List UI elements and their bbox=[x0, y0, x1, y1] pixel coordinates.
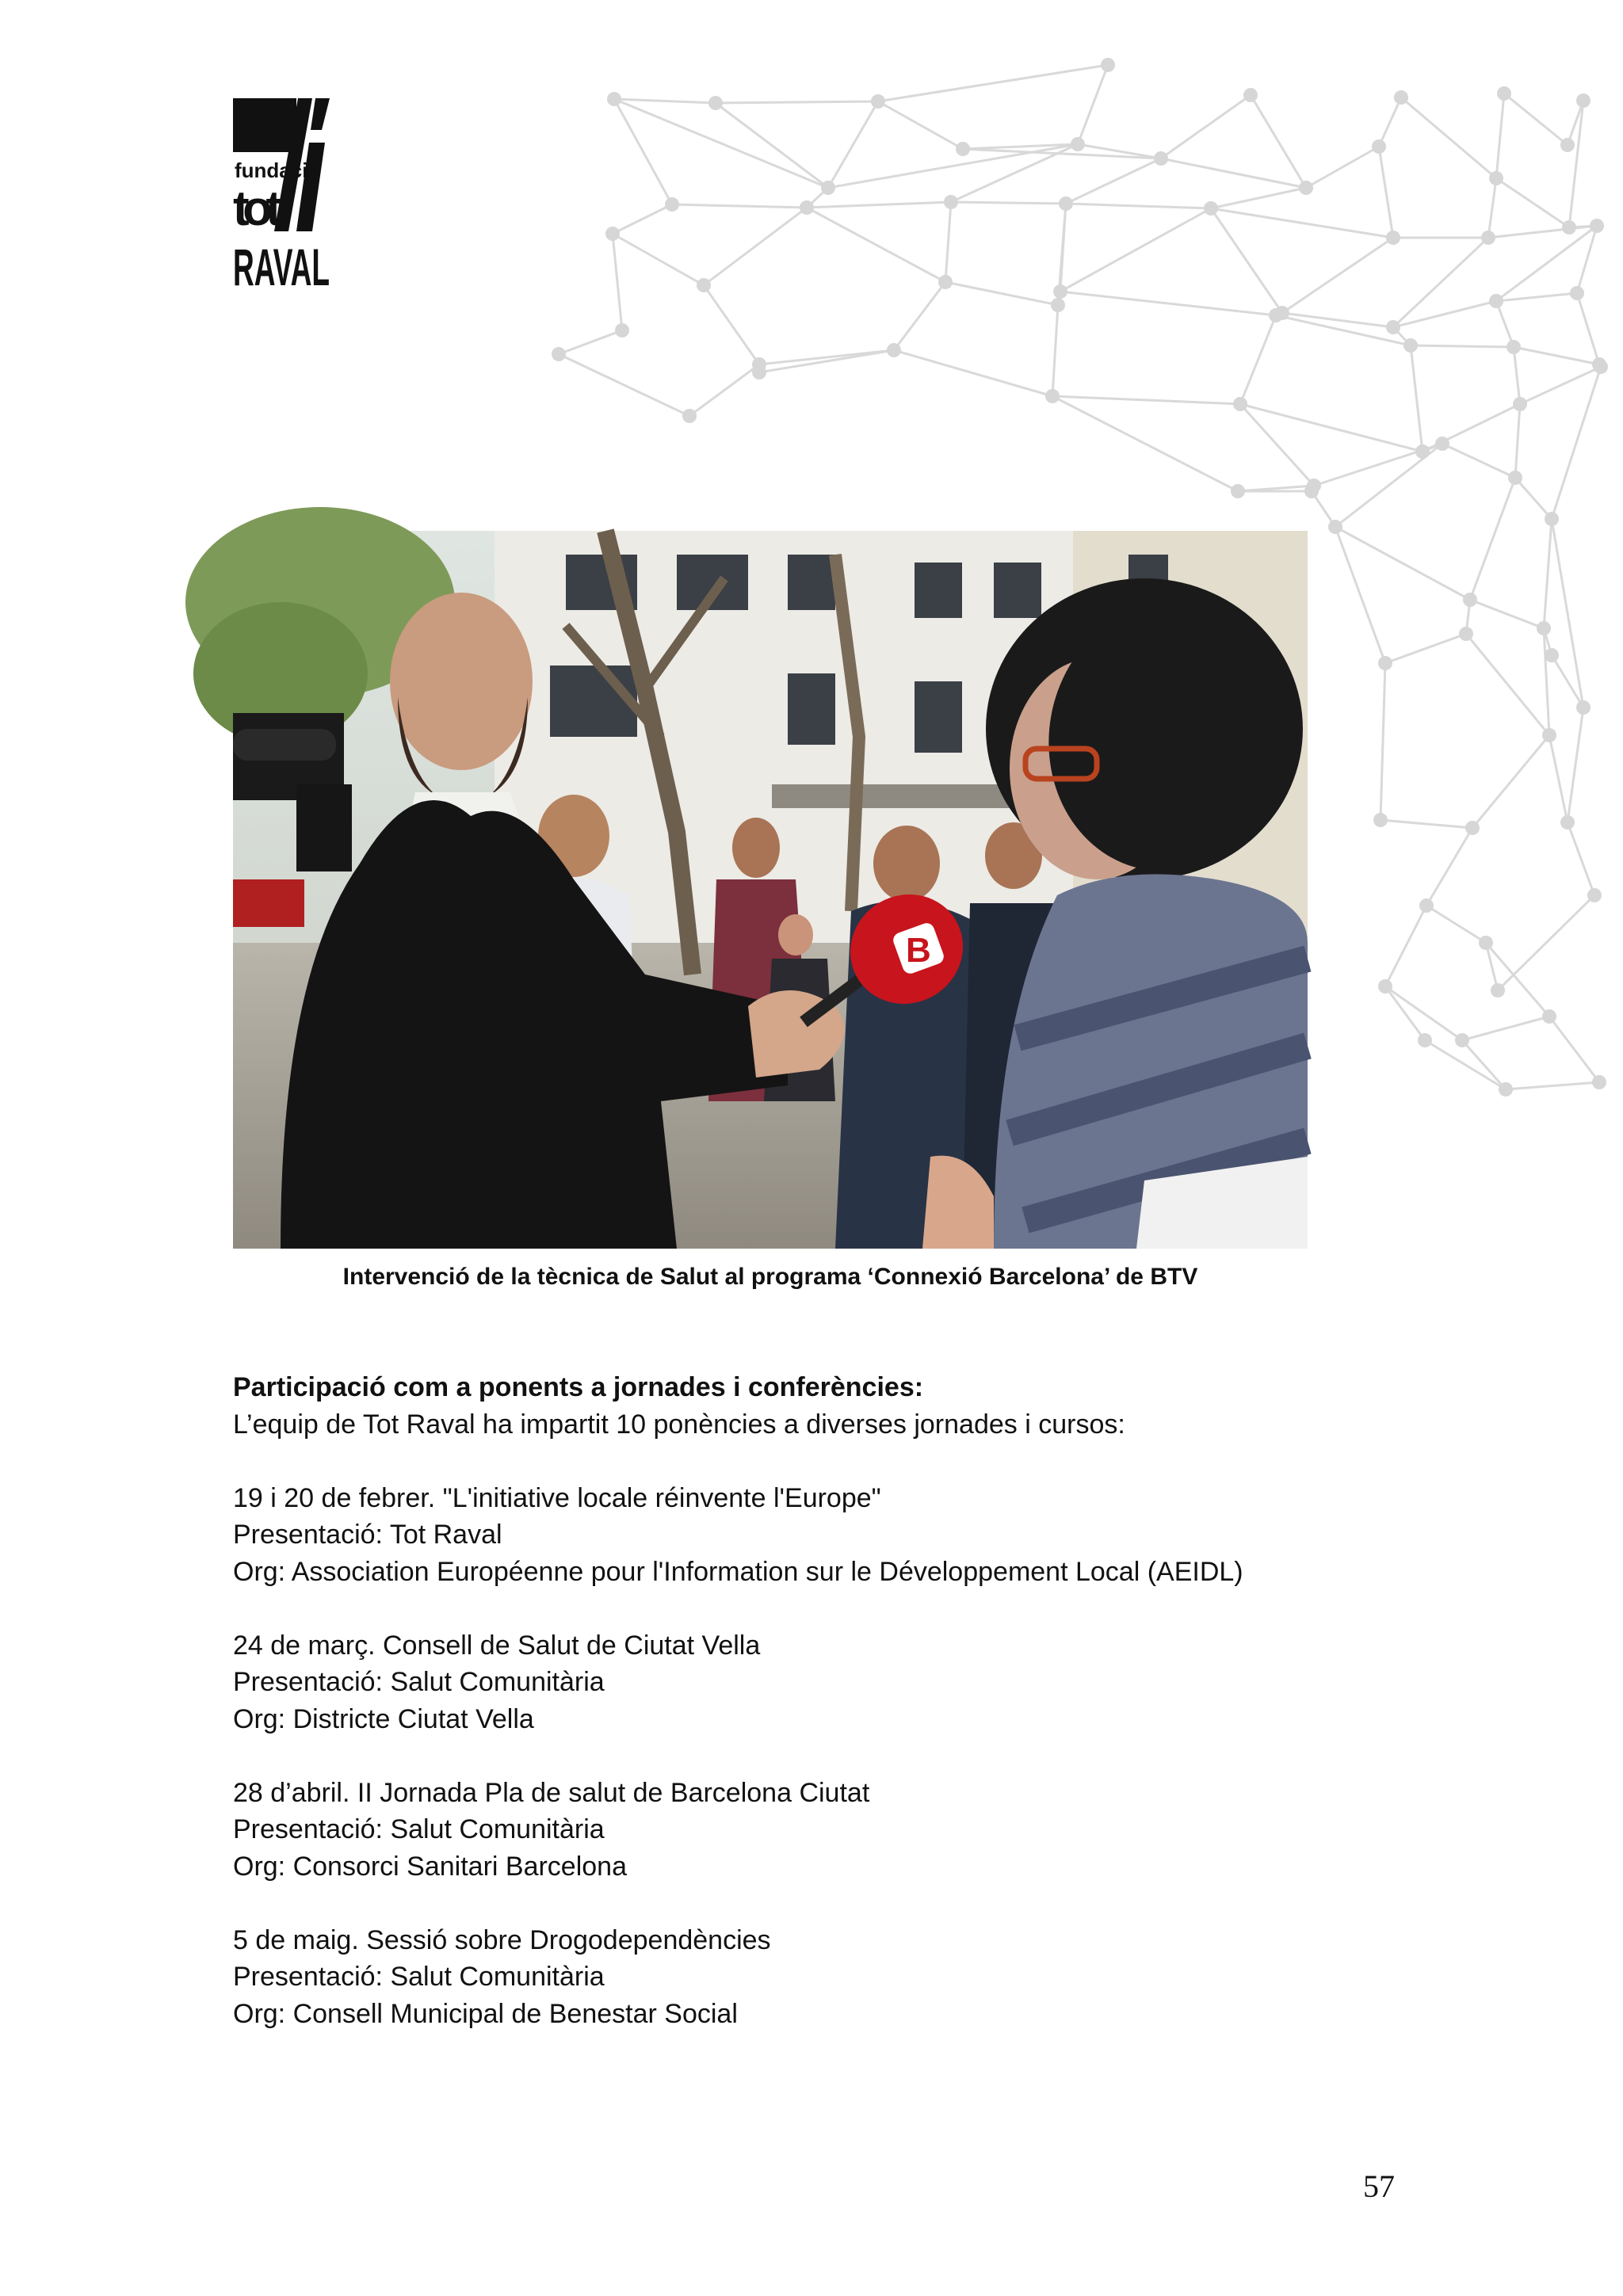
network-edge bbox=[1385, 906, 1426, 986]
network-node bbox=[1592, 1075, 1606, 1089]
network-node bbox=[1418, 1033, 1432, 1047]
event-presentation: Presentació: Tot Raval bbox=[233, 1520, 502, 1550]
network-node bbox=[1394, 90, 1408, 105]
network-node bbox=[615, 323, 629, 338]
network-node bbox=[1051, 298, 1065, 312]
network-edge bbox=[1240, 404, 1423, 452]
network-edge bbox=[1060, 292, 1276, 315]
network-edge bbox=[807, 208, 945, 282]
network-edge bbox=[1161, 95, 1251, 158]
network-node bbox=[1499, 1082, 1513, 1097]
network-edge bbox=[1211, 188, 1306, 208]
network-node bbox=[1497, 86, 1511, 101]
network-edge bbox=[1066, 204, 1211, 208]
network-edge bbox=[1514, 347, 1520, 404]
network-edge bbox=[1568, 822, 1594, 895]
network-edge bbox=[1462, 1040, 1506, 1089]
network-node bbox=[1570, 286, 1584, 300]
event-org: Org: Association Européenne pour l'Information sur le Développement Local (AEIDL) bbox=[233, 1556, 1243, 1587]
network-edge bbox=[613, 234, 704, 285]
network-edge bbox=[716, 101, 878, 103]
network-node bbox=[1489, 171, 1503, 185]
network-node bbox=[1594, 360, 1608, 374]
network-node bbox=[1101, 58, 1115, 72]
network-edge bbox=[613, 234, 622, 330]
network-edge bbox=[1426, 828, 1472, 906]
network-node bbox=[1233, 397, 1247, 411]
network-edge bbox=[1568, 707, 1583, 822]
network-edge bbox=[1425, 1040, 1506, 1089]
event-title: 5 de maig. Sessió sobre Drogodependències bbox=[233, 1924, 771, 1955]
network-edge bbox=[1462, 1016, 1549, 1040]
network-node bbox=[1304, 484, 1319, 498]
network-node bbox=[607, 92, 621, 106]
network-edge bbox=[1549, 1016, 1599, 1082]
network-node bbox=[682, 409, 697, 423]
network-node bbox=[1045, 389, 1060, 403]
network-node bbox=[1231, 484, 1245, 498]
section-intro: L’equip de Tot Raval ha impartit 10 ponències a diverses jornades i cursos: bbox=[233, 1409, 1125, 1440]
fundacio-tot-raval-logo bbox=[233, 98, 331, 296]
network-edge bbox=[1496, 93, 1504, 178]
network-edge bbox=[1470, 478, 1515, 600]
network-edge bbox=[1488, 178, 1496, 238]
network-node bbox=[1455, 1033, 1469, 1047]
network-edge bbox=[1211, 208, 1282, 313]
network-edge bbox=[1052, 396, 1240, 404]
network-node bbox=[1154, 151, 1168, 166]
network-edge bbox=[614, 99, 672, 204]
network-node bbox=[1542, 1009, 1556, 1024]
network-node bbox=[1590, 219, 1604, 233]
network-edge bbox=[945, 282, 1058, 305]
network-edge bbox=[1496, 301, 1514, 347]
logo-word-fundacio: fundació bbox=[235, 158, 321, 182]
network-node bbox=[1378, 979, 1392, 994]
event-org: Org: Consorci Sanitari Barcelona bbox=[233, 1851, 628, 1882]
network-edge bbox=[878, 101, 963, 149]
event-title: 28 d’abril. II Jornada Pla de salut de Barcelona Ciutat bbox=[233, 1777, 870, 1808]
network-node bbox=[800, 200, 814, 215]
network-node bbox=[938, 275, 953, 289]
network-edge bbox=[1393, 238, 1488, 327]
event-org: Org: Consell Municipal de Benestar Social bbox=[233, 1998, 738, 2029]
network-edge bbox=[878, 65, 1108, 101]
network-edge bbox=[614, 99, 828, 188]
network-edge bbox=[1514, 347, 1599, 364]
network-node bbox=[944, 195, 958, 209]
network-edge bbox=[1078, 65, 1108, 144]
section-content bbox=[233, 1369, 1501, 2032]
event-org: Org: Districte Ciutat Vella bbox=[233, 1703, 534, 1734]
network-edge bbox=[1544, 519, 1552, 628]
event-presentation: Presentació: Salut Comunitària bbox=[233, 1814, 605, 1844]
network-node bbox=[708, 96, 723, 110]
network-edge bbox=[1052, 305, 1058, 396]
network-node bbox=[1419, 898, 1434, 913]
event-title: 24 de març. Consell de Salut de Ciutat Vella bbox=[233, 1630, 761, 1661]
network-node bbox=[1269, 308, 1283, 322]
network-node bbox=[1204, 201, 1218, 215]
network-edge bbox=[1466, 634, 1549, 735]
network-node bbox=[552, 347, 566, 361]
network-node bbox=[1378, 656, 1392, 670]
network-edge bbox=[1381, 663, 1385, 820]
network-node bbox=[1576, 700, 1591, 715]
event-presentation: Presentació: Salut Comunitària bbox=[233, 1962, 605, 1992]
network-edge bbox=[1240, 404, 1314, 486]
network-edge bbox=[716, 103, 828, 188]
network-edge bbox=[1060, 208, 1211, 292]
network-node bbox=[1299, 181, 1313, 195]
network-node bbox=[1545, 512, 1559, 526]
network-edge bbox=[1577, 226, 1597, 293]
network-edge bbox=[1401, 97, 1496, 178]
network-edge bbox=[1498, 895, 1594, 990]
network-edge bbox=[828, 144, 1078, 188]
network-node bbox=[1435, 437, 1449, 451]
network-edge bbox=[1496, 178, 1569, 227]
logo-word-tot: tot bbox=[233, 181, 282, 236]
network-edge bbox=[1211, 208, 1393, 238]
network-node bbox=[1508, 471, 1522, 485]
network-node bbox=[1053, 284, 1067, 299]
network-edge bbox=[1381, 820, 1472, 828]
network-node bbox=[1243, 88, 1258, 102]
network-node bbox=[1465, 821, 1480, 835]
network-edge bbox=[559, 354, 689, 416]
network-edge bbox=[672, 204, 807, 208]
network-edge bbox=[1385, 986, 1462, 1040]
network-node bbox=[1576, 93, 1591, 108]
network-edge bbox=[1504, 93, 1568, 145]
network-edge bbox=[1282, 238, 1393, 313]
network-edge bbox=[1385, 634, 1466, 663]
network-edge bbox=[1306, 147, 1379, 188]
network-edge bbox=[1379, 97, 1401, 147]
network-edge bbox=[1052, 396, 1238, 491]
network-edge bbox=[613, 204, 672, 234]
network-edge bbox=[828, 101, 878, 188]
section-heading: Participació com a ponents a jornades i conferències: bbox=[233, 1372, 924, 1402]
network-edge bbox=[951, 202, 1066, 204]
interview-photo bbox=[233, 531, 1308, 1249]
network-edge bbox=[1442, 444, 1515, 478]
network-node bbox=[752, 365, 766, 379]
network-edge bbox=[951, 144, 1078, 202]
network-node bbox=[1513, 397, 1527, 411]
network-edge bbox=[1549, 735, 1568, 822]
network-edge bbox=[807, 202, 951, 208]
network-edge bbox=[1577, 293, 1599, 364]
network-edge bbox=[704, 208, 807, 285]
event-presentation: Presentació: Salut Comunitària bbox=[233, 1667, 605, 1697]
network-edge bbox=[1251, 95, 1306, 188]
network-edge bbox=[559, 330, 622, 354]
network-node bbox=[1560, 815, 1575, 830]
network-node bbox=[665, 197, 679, 212]
page-number: 57 bbox=[1363, 2168, 1395, 2204]
network-node bbox=[1542, 728, 1556, 742]
network-node bbox=[887, 343, 901, 357]
network-node bbox=[1491, 983, 1505, 997]
network-node bbox=[1372, 139, 1386, 154]
network-edge bbox=[1506, 1082, 1599, 1089]
network-edge bbox=[1515, 478, 1552, 519]
network-node bbox=[697, 278, 711, 292]
network-edge bbox=[1411, 345, 1423, 452]
network-edge bbox=[1385, 986, 1425, 1040]
network-node bbox=[605, 227, 620, 241]
network-node bbox=[1560, 138, 1575, 152]
network-edge bbox=[1066, 158, 1161, 204]
network-node bbox=[1463, 593, 1477, 607]
network-node bbox=[1537, 621, 1551, 635]
network-edge bbox=[1411, 345, 1514, 347]
network-node bbox=[1373, 813, 1388, 827]
network-node bbox=[1479, 936, 1493, 950]
network-edge bbox=[945, 202, 951, 282]
network-edge bbox=[689, 364, 759, 416]
network-node bbox=[1545, 648, 1559, 662]
mic-logo-letter: B bbox=[906, 931, 931, 970]
network-node bbox=[1489, 294, 1503, 308]
network-node bbox=[821, 181, 835, 195]
network-node bbox=[1587, 888, 1602, 902]
network-node bbox=[1386, 320, 1400, 334]
network-edge bbox=[704, 285, 759, 364]
network-node bbox=[1507, 340, 1521, 354]
network-edge bbox=[1335, 527, 1470, 600]
network-edge bbox=[894, 350, 1052, 396]
network-edge bbox=[894, 282, 945, 350]
network-edge bbox=[1240, 315, 1276, 404]
network-node bbox=[1562, 220, 1576, 235]
network-edge bbox=[1520, 367, 1601, 404]
network-edge bbox=[1335, 527, 1385, 663]
network-node bbox=[1071, 137, 1085, 151]
network-node bbox=[1459, 627, 1473, 641]
network-node bbox=[1481, 231, 1495, 245]
network-edge bbox=[1472, 735, 1549, 828]
event-title: 19 i 20 de febrer. "L'initiative locale réinvente l'Europe" bbox=[233, 1482, 881, 1513]
network-edge bbox=[1426, 906, 1486, 943]
network-edge bbox=[1515, 404, 1520, 478]
network-node bbox=[1415, 444, 1430, 459]
network-node bbox=[1386, 231, 1400, 245]
network-edge bbox=[614, 99, 716, 103]
network-edge bbox=[1379, 147, 1393, 238]
network-node bbox=[1328, 520, 1342, 534]
network-node bbox=[871, 94, 885, 109]
figure-caption: Intervenció de la tècnica de Salut al programa ‘Connexió Barcelona’ de BTV bbox=[342, 1264, 1198, 1290]
network-node bbox=[1059, 196, 1073, 211]
network-edge bbox=[1496, 293, 1577, 301]
network-edge bbox=[1552, 367, 1601, 519]
network-node bbox=[956, 142, 970, 156]
logo-word-raval: RAVAL bbox=[233, 238, 330, 296]
network-edge bbox=[1161, 158, 1306, 188]
network-node bbox=[1403, 338, 1418, 353]
network-edge bbox=[1470, 600, 1544, 628]
